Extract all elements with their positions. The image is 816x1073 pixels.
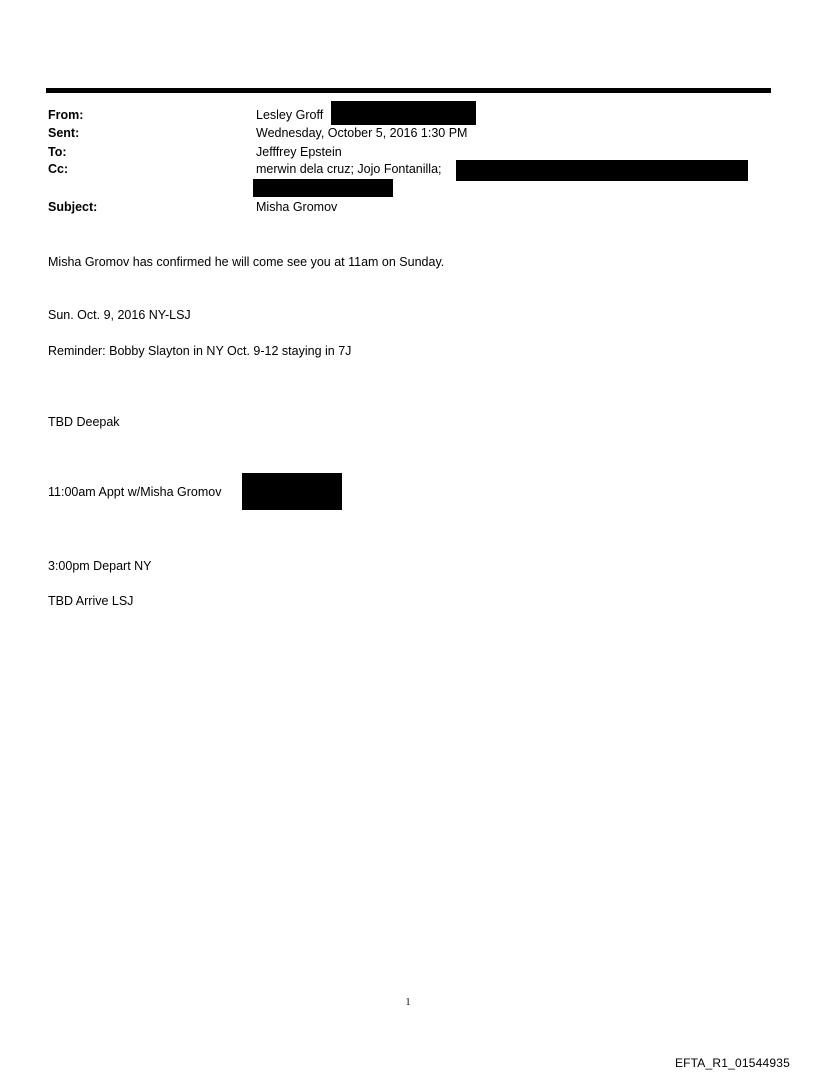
subject-label: Subject: — [48, 200, 98, 214]
bates-number: EFTA_R1_01544935 — [674, 1056, 790, 1070]
from-value — [256, 108, 323, 123]
redaction-box — [253, 179, 393, 197]
redaction-box — [242, 473, 342, 510]
body-paragraph: Misha Gromov has confirmed he will come see you at 11am on Sunday. — [48, 255, 445, 269]
page-number: 1 — [405, 997, 411, 1008]
body-paragraph: Sun. Oct. 9, 2016 NY-LSJ — [48, 308, 191, 322]
cc-label: Cc: — [48, 162, 69, 176]
from-name: Lesley Groff — [256, 108, 324, 122]
body-paragraph: Reminder: Bobby Slayton in NY Oct. 9-12 staying in 7J — [48, 344, 352, 358]
body-paragraph: 3:00pm Depart NY — [48, 559, 152, 573]
body-paragraph: TBD Arrive LSJ — [48, 594, 134, 608]
redaction-box — [456, 160, 748, 181]
from-label: From: — [48, 108, 84, 122]
cc-value: merwin dela cruz; Jojo Fontanilla; — [256, 162, 442, 176]
subject-value: Misha Gromov — [256, 200, 338, 214]
header-rule — [46, 88, 771, 93]
sent-label: Sent: — [48, 126, 80, 140]
to-label: To: — [48, 145, 67, 159]
body-paragraph: 11:00am Appt w/Misha Gromov — [48, 485, 222, 499]
sent-value: Wednesday, October 5, 2016 1:30 PM — [256, 126, 468, 140]
redaction-box — [331, 101, 476, 125]
to-value: Jefffrey Epstein — [256, 145, 342, 159]
body-paragraph: TBD Deepak — [48, 415, 120, 429]
